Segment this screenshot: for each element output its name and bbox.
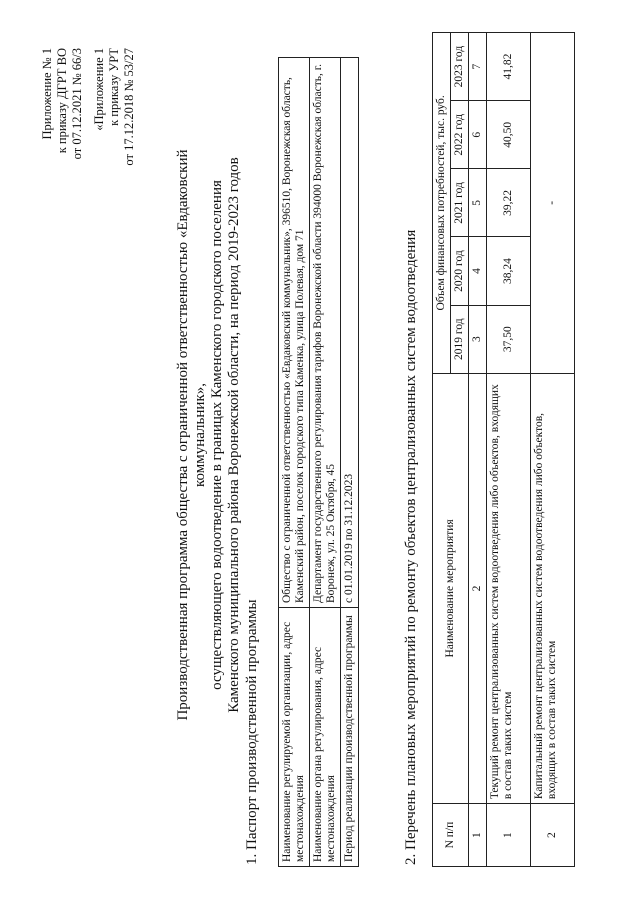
measure-dash: - <box>531 33 575 374</box>
header-year: 2019 год <box>451 305 469 373</box>
measure-value: 40,50 <box>487 101 531 169</box>
row-number: 1 <box>487 804 531 867</box>
appendix-line: от 07.12.2021 № 66/3 <box>70 48 84 160</box>
column-number: 2 <box>469 373 487 803</box>
passport-label: Наименование регулируемой организации, адрес местонахождения <box>279 608 310 867</box>
measures-table <box>432 32 575 867</box>
measure-value: 38,24 <box>487 237 531 305</box>
measure-value: 37,50 <box>487 305 531 373</box>
appendix-line: к приказу УРТ <box>107 48 121 126</box>
appendix-original-block <box>92 48 137 166</box>
measure-name: Капитальный ремонт централизованных систем водоотведения либо объектов, входящих в состав таких систем <box>531 373 575 803</box>
passport-label: Наименование органа регулирования, адрес местонахождения <box>310 608 341 867</box>
measure-name: Текущий ремонт централизованных систем водоотведения либо объектов, входящих в состав таких систем <box>487 373 531 803</box>
appendix-current-block <box>40 48 85 159</box>
header-volume: Объем финансовых потребностей, тыс. руб. <box>433 33 451 374</box>
passport-value: Общество с ограниченной ответственностью «Евдаковский коммунальник», 396510, Воронежская область, Каменский район, поселок городского типа Каменка, улица Полевая, дом 71 <box>279 58 310 608</box>
table-row <box>487 33 531 867</box>
row-number: 2 <box>531 804 575 867</box>
passport-table <box>278 57 359 867</box>
table-row <box>310 58 341 867</box>
header-n: N п/п <box>433 804 469 867</box>
header-year: 2021 год <box>451 169 469 237</box>
header-year: 2023 год <box>451 33 469 101</box>
measure-value: 41,82 <box>487 33 531 101</box>
appendix-line: «Приложение 1 <box>92 48 106 131</box>
column-number: 7 <box>469 33 487 101</box>
appendix-line: к приказу ДГРТ ВО <box>55 48 69 154</box>
column-number: 3 <box>469 305 487 373</box>
passport-value: Департамент государственного регулирования тарифов Воронежской области 394000 Воронежская область, г. Воронеж, ул. 25 Октября, 45 <box>310 58 341 608</box>
header-year: 2022 год <box>451 101 469 169</box>
column-number: 1 <box>469 804 487 867</box>
title-line: Каменского муниципального района Воронежской области, на период 2019-2023 годов <box>226 157 242 713</box>
header-name: Наименование мероприятия <box>433 373 469 803</box>
section-2-heading: 2. Перечень плановых мероприятий по ремонту объектов централизованных систем водоотведения <box>403 229 419 865</box>
column-number: 5 <box>469 169 487 237</box>
measure-value: 39,22 <box>487 169 531 237</box>
passport-value: с 01.01.2019 по 31.12.2023 <box>341 58 359 608</box>
title-line: осуществляющего водоотведение в границах Каменского городского поселения <box>209 180 225 690</box>
header-year: 2020 год <box>451 237 469 305</box>
column-number: 4 <box>469 237 487 305</box>
appendix-line: от 17.12.2018 № 53/27 <box>122 48 136 166</box>
column-number-row <box>469 33 487 867</box>
table-header-row <box>433 33 451 867</box>
document-title <box>175 115 243 755</box>
title-line: Производственная программа общества с ограниченной ответственностью «Евдаковский коммунальник», <box>175 149 208 721</box>
column-number: 6 <box>469 101 487 169</box>
table-row <box>531 33 575 867</box>
table-row <box>341 58 359 867</box>
section-1-heading: 1. Паспорт производственной программы <box>244 599 260 865</box>
passport-label: Период реализации производственной программы <box>341 608 359 867</box>
table-row <box>279 58 310 867</box>
appendix-line: Приложение № 1 <box>40 48 54 140</box>
